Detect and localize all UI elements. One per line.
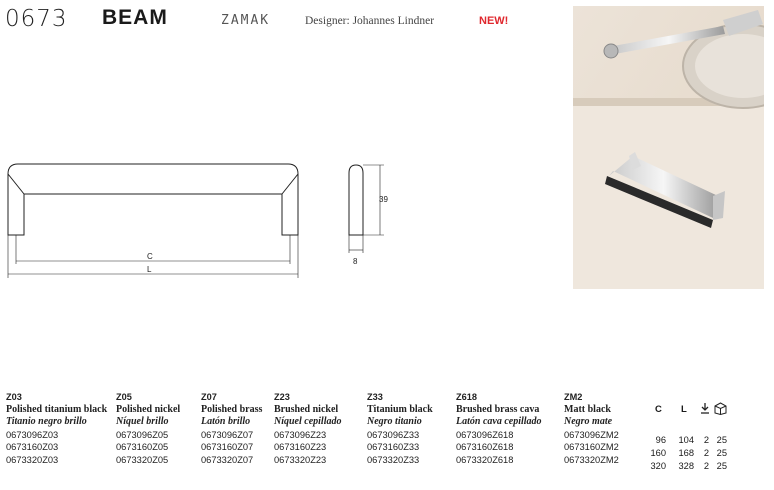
- finish-name-en: Matt black: [564, 403, 611, 415]
- reference-96: 0673096Z05: [116, 429, 169, 440]
- reference-160: 0673160Z23: [274, 442, 327, 452]
- finish-code: Z618: [456, 392, 477, 402]
- screw-icon: [700, 403, 710, 414]
- reference-320: 0673320Z03: [6, 454, 59, 465]
- finish-code: Z23: [274, 392, 290, 402]
- finish-name-en: Polished titanium black: [6, 403, 108, 415]
- finish-code: Z05: [116, 392, 132, 402]
- finish-column-z33: [367, 391, 433, 466]
- finish-name-es: Níquel cepillado: [274, 416, 342, 427]
- finish-name-en: Brushed brass cava: [456, 403, 540, 415]
- reference-96: 0673096ZM2: [564, 429, 619, 440]
- height-label: 39: [379, 195, 388, 204]
- finish-name-es: Negro titanio: [367, 416, 422, 427]
- finish-column-z07: [201, 391, 262, 466]
- reference-320: 0673320Z618: [456, 454, 514, 465]
- reference-320: 0673320ZM2: [564, 454, 619, 465]
- dimension-c-label: C: [147, 252, 153, 261]
- dimension-l-value: 168: [678, 448, 694, 458]
- product-photo: [573, 6, 764, 289]
- dimension-screws-value: 2: [703, 461, 709, 471]
- finish-name-es: Latón brillo: [201, 416, 251, 427]
- reference-320: 0673320Z05: [116, 454, 169, 465]
- finish-name-en: Polished nickel: [116, 403, 181, 415]
- finish-column-z05: [116, 391, 180, 466]
- dimension-l-value: 328: [678, 461, 694, 471]
- dimension-box-value: 25: [716, 461, 727, 471]
- finish-column-z03: [6, 391, 107, 466]
- header-c: C: [655, 404, 662, 415]
- front-view-drawing: [0, 150, 320, 290]
- material-label: ZAMAK: [221, 13, 271, 28]
- finish-name-en: Polished brass: [201, 403, 263, 415]
- dimension-screws-value: 2: [703, 448, 709, 458]
- finish-name-es: Níquel brillo: [116, 416, 169, 427]
- reference-160: 0673160Z03: [6, 442, 59, 452]
- dimension-c-value: 160: [650, 448, 666, 458]
- reference-160: 0673160ZM2: [564, 442, 619, 452]
- finish-code: Z03: [6, 392, 22, 402]
- dimension-c-value: 320: [650, 461, 666, 471]
- finish-name-es: Negro mate: [564, 416, 613, 427]
- reference-160: 0673160Z07: [201, 442, 254, 452]
- finish-name-es: Latón cava cepillado: [456, 416, 542, 427]
- finish-name-en: Titanium black: [367, 403, 433, 415]
- side-view-drawing: [340, 155, 400, 270]
- reference-320: 0673320Z07: [201, 454, 254, 465]
- reference-320: 0673320Z23: [274, 454, 327, 465]
- reference-96: 0673096Z03: [6, 429, 59, 440]
- reference-96: 0673096Z33: [367, 429, 420, 440]
- dimension-l-label: L: [147, 265, 152, 274]
- dimension-box-value: 25: [716, 448, 727, 458]
- finish-code: ZM2: [564, 392, 583, 402]
- finish-name-es: Titanio negro brillo: [6, 416, 87, 427]
- dimension-c-value: 96: [655, 435, 666, 445]
- finish-column-zm2: [564, 391, 619, 466]
- width-label: 8: [353, 257, 358, 266]
- box-icon: [713, 402, 728, 415]
- finish-column-z23: [274, 391, 342, 466]
- finish-code: Z33: [367, 392, 383, 402]
- reference-96: 0673096Z618: [456, 429, 514, 440]
- product-code: 0673: [5, 6, 68, 32]
- reference-320: 0673320Z33: [367, 454, 420, 465]
- reference-96: 0673096Z07: [201, 429, 254, 440]
- new-badge: NEW!: [479, 15, 509, 27]
- designer-label: Designer: Johannes Lindner: [305, 15, 435, 27]
- reference-160: 0673160Z618: [456, 442, 514, 452]
- reference-96: 0673096Z23: [274, 429, 327, 440]
- product-name: BEAM: [102, 6, 168, 29]
- dimension-l-value: 104: [678, 435, 694, 445]
- reference-160: 0673160Z05: [116, 442, 169, 452]
- dimension-box-value: 25: [716, 435, 727, 445]
- finish-code: Z07: [201, 392, 217, 402]
- finish-column-z618: [456, 391, 542, 466]
- header-l: L: [681, 404, 687, 415]
- dimension-screws-value: 2: [703, 435, 709, 445]
- reference-160: 0673160Z33: [367, 442, 420, 452]
- finish-name-en: Brushed nickel: [274, 403, 339, 415]
